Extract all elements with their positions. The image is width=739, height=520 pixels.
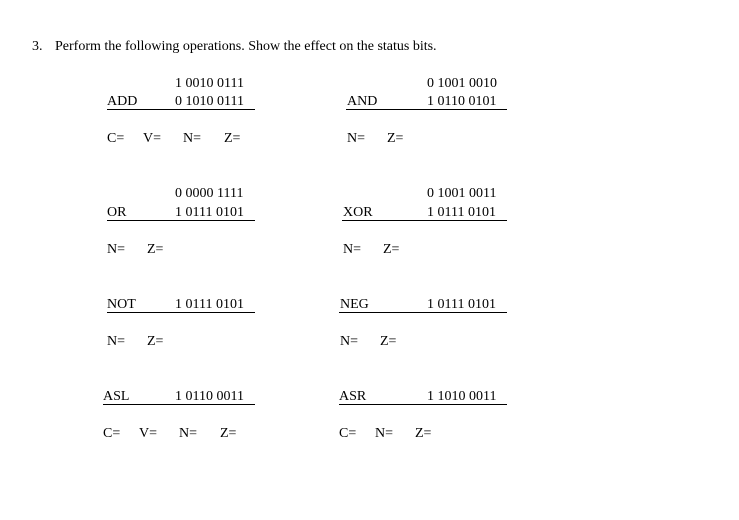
or-operand-2: 1 0111 0101 — [175, 205, 244, 220]
neg-underline — [339, 312, 507, 313]
xor-flag-n: N= — [343, 242, 362, 257]
question-number: 3. — [32, 39, 43, 54]
add-flag-v: V= — [143, 131, 162, 146]
add-underline — [107, 109, 255, 110]
asl-flag-v: V= — [139, 426, 158, 441]
asl-underline — [103, 404, 255, 405]
asr-underline — [339, 404, 507, 405]
or-operand-1: 0 0000 1111 — [175, 186, 244, 201]
neg-operand: 1 0111 0101 — [427, 297, 496, 312]
not-underline — [107, 312, 255, 313]
and-operand-1: 0 1001 0010 — [427, 76, 497, 91]
not-operand: 1 0111 0101 — [175, 297, 244, 312]
add-flag-z: Z= — [224, 131, 241, 146]
xor-flag-z: Z= — [383, 242, 400, 257]
asr-flag-n: N= — [375, 426, 394, 441]
asl-flag-c: C= — [103, 426, 121, 441]
and-flag-n: N= — [347, 131, 366, 146]
or-underline — [107, 220, 255, 221]
and-underline — [346, 109, 507, 110]
asr-label: ASR — [339, 389, 367, 404]
or-flag-n: N= — [107, 242, 126, 257]
add-flag-c: C= — [107, 131, 125, 146]
neg-label: NEG — [340, 297, 369, 312]
asr-flag-z: Z= — [415, 426, 432, 441]
add-operand-1: 1 0010 0111 — [175, 76, 244, 91]
asl-label: ASL — [103, 389, 130, 404]
neg-flag-n: N= — [340, 334, 359, 349]
not-flag-z: Z= — [147, 334, 164, 349]
asr-flag-c: C= — [339, 426, 357, 441]
not-flag-n: N= — [107, 334, 126, 349]
or-label: OR — [107, 205, 127, 220]
asl-operand: 1 0110 0011 — [175, 389, 244, 404]
xor-operand-2: 1 0111 0101 — [427, 205, 496, 220]
asl-flag-z: Z= — [220, 426, 237, 441]
question-text: Perform the following operations. Show the effect on the status bits. — [55, 39, 437, 54]
xor-underline — [342, 220, 507, 221]
not-label: NOT — [107, 297, 136, 312]
add-label: ADD — [107, 94, 138, 109]
and-label: AND — [347, 94, 378, 109]
or-flag-z: Z= — [147, 242, 164, 257]
asl-flag-n: N= — [179, 426, 198, 441]
xor-label: XOR — [343, 205, 373, 220]
add-operand-2: 0 1010 0111 — [175, 94, 244, 109]
neg-flag-z: Z= — [380, 334, 397, 349]
and-operand-2: 1 0110 0101 — [427, 94, 497, 109]
add-flag-n: N= — [183, 131, 202, 146]
and-flag-z: Z= — [387, 131, 404, 146]
xor-operand-1: 0 1001 0011 — [427, 186, 497, 201]
asr-operand: 1 1010 0011 — [427, 389, 497, 404]
